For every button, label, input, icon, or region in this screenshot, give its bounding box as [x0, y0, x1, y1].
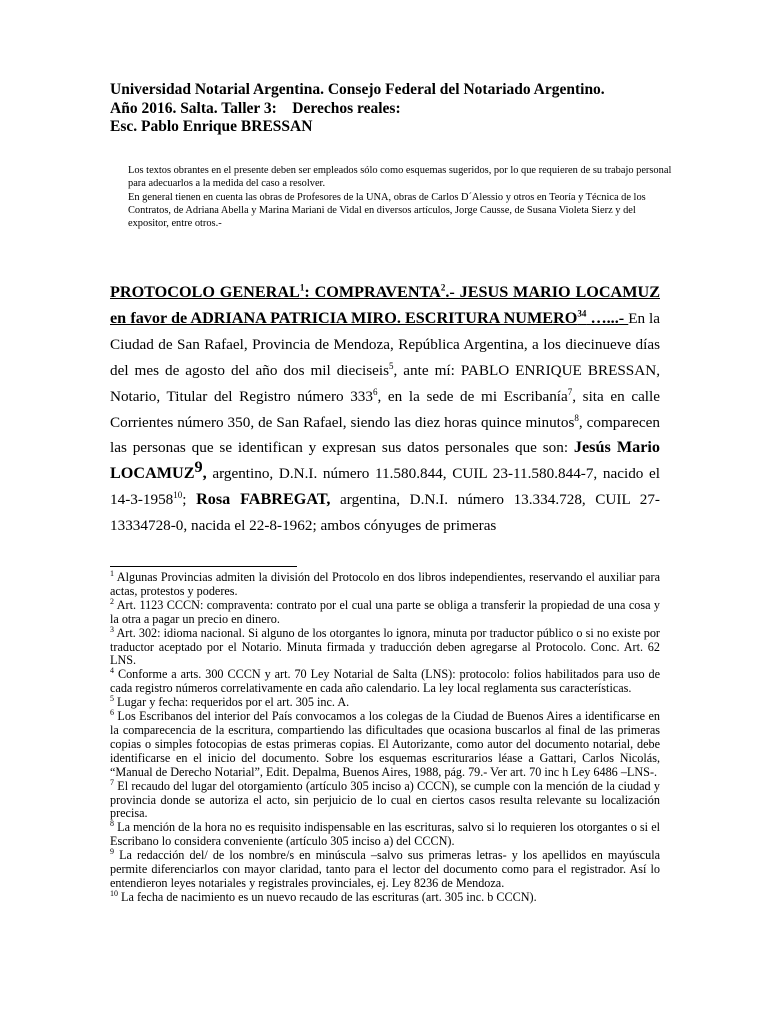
footnote-number: 2 [110, 596, 114, 606]
footnote-text: La redacción del/ de los nombre/s en minúscula –salvo sus primeras letras- y los apellidos en mayúscula permite diferenciarlos con mayor claridad, tanto para el lector del documento como para el registrador. Así lo entendieron leyes notariales y registrales provinciales, ej. Ley 8236 de Mendoza. [110, 848, 660, 890]
document-header [110, 81, 605, 137]
footnote-text: Los Escribanos del interior del País convocamos a los colegas de la Ciudad de Buenos Aires a identificarse en la comparecencia de la escritura, compartiendo las dificultades que ocasiona buscarlos al final de las primeras copias o simples fotocopias de estas primeras copias. El Autorizante, como autor del documento notarial, debe identificarse en el inicio del documento. Sobre los esquemas escriturarios léase a Gattari, Carlos Nicolás, “Manual de Derecho Notarial”, Edit. Depalma, Buenos Aires, 1988, pág. 79.- Ver art. 70 inc h Ley 6486 –LNS-. [110, 709, 660, 779]
footnote [110, 777, 660, 822]
footnote [110, 624, 660, 669]
intro-note-paragraph-1: Los textos obrantes en el presente deben ser empleados sólo como esquemas sugeridos, por lo que requieren de su trabajo personal para adecuarlos a la medida del caso a resolver. [128, 165, 672, 190]
footnote-ref-7[interactable]: 7 [567, 386, 573, 397]
header-line-2: Año 2016. Salta. Taller 3: Derechos reales: [110, 99, 401, 117]
footnote-ref-6[interactable]: 6 [373, 386, 378, 397]
deed-title-part-4: …...- [586, 308, 629, 327]
footnote [110, 849, 660, 891]
deed-title-part-1: PROTOCOLO GENERAL [110, 283, 300, 301]
footnote-text: Algunas Provincias admiten la división del Protocolo en dos libros independientes, reservando el auxiliar para actas, protestos y poderes. [110, 570, 660, 598]
footnote-number: 6 [110, 708, 114, 717]
footnote-separator [110, 566, 297, 567]
deed-text-5: , comparecen las personas que se identifican y expresan sus datos personales que son: [110, 413, 660, 457]
footnote [110, 668, 660, 696]
footnote-number: 4 [110, 666, 114, 676]
footnote-number: 8 [110, 819, 114, 829]
deed-body [110, 280, 660, 539]
party-1-comma: , [202, 464, 207, 483]
footnote-number: 1 [110, 568, 114, 578]
intro-note [128, 164, 676, 230]
footnote-text: Art. 1123 CCCN: compraventa: contrato por el cual una parte se obliga a transferir la propiedad de una cosa y la otra a pagar un precio en dinero. [110, 597, 660, 626]
header-line-1: Universidad Notarial Argentina. Consejo Federal del Notariado Argentino. [110, 81, 605, 98]
deed-text-2: , ante mí: PABLO ENRIQUE BRESSAN, Notario, Titular del Registro número 333 [110, 361, 660, 405]
footnote [110, 888, 660, 905]
deed-text-8: argentina, D.N.I. número 13.334.728, CUIL 27-13334728-0, nacida el 22-8-1962; ambos cónyuges de primeras [110, 491, 660, 535]
footnote-number: 10 [110, 888, 118, 898]
footnote-ref-10[interactable]: 10 [173, 490, 183, 501]
footnote-ref-3-4[interactable]: 34 [577, 308, 587, 319]
footnote-ref-9[interactable]: 9 [194, 458, 203, 477]
footnote [110, 596, 660, 627]
footnote [110, 710, 660, 780]
footnote-text: La fecha de nacimiento es un nuevo recaudo de las escrituras (art. 305 inc. b CCCN). [118, 889, 537, 904]
party-1-name: Jesús Mario LOCAMUZ [110, 438, 660, 483]
deed-text-3: , en la sede de mi Escribanía [377, 387, 568, 405]
party-2-name: Rosa FABREGAT, [196, 490, 331, 509]
deed-text-6: argentino, D.N.I. número 11.580.844, CUIL 23-11.580.844-7, nacido el 14-3-1958 [110, 465, 660, 509]
deed-title-part-3: .- JESUS MARIO LOCAMUZ en favor de ADRIANA PATRICIA MIRO. ESCRITURA NUMERO [110, 283, 660, 327]
footnote-number: 9 [110, 847, 114, 857]
footnote-number: 7 [110, 777, 114, 787]
footnote-ref-5[interactable]: 5 [389, 360, 394, 371]
deed-text-4: , sita en calle Corrientes número 350, de San Rafael, siendo las diez horas quince minutos [110, 387, 660, 431]
deed-text-1: En la Ciudad de San Rafael, Provincia de Mendoza, República Argentina, a los diecinueve días del mes de agosto del año dos mil dieciseis [110, 309, 660, 379]
footnote-text: La mención de la hora no es requisito indispensable en las escrituras, salvo si lo requieren los otorgantes o si el Escribano lo considera conveniente (artículo 305 inciso a) del CCCN). [110, 820, 660, 849]
footnote-text: Art. 302: idioma nacional. Si alguno de los otorgantes lo ignora, minuta por traductor público o si no existe por traductor aceptado por el Notario. Minuta firmada y traducción deben agregarse al Protocolo. Conc. Art. 62 LNS. [110, 625, 660, 668]
footnote [110, 821, 660, 849]
footnote-ref-1[interactable]: 1 [299, 282, 305, 293]
deed-text-7: ; [182, 491, 197, 509]
footnote-ref-8[interactable]: 8 [574, 412, 579, 423]
footnote [110, 568, 660, 599]
header-line-3: Esc. Pablo Enrique BRESSAN [110, 118, 313, 135]
intro-note-paragraph-2: En general tienen en cuenta las obras de Profesores de la UNA, obras de Carlos D´Alessio y otros en Teoría y Técnica de los Contratos, de Adriana Abella y Marina Mariani de Vidal en diversos artículos, Jorge Causse, de Susana Violeta Sierz y del expositor, entre otros.- [128, 191, 646, 230]
footnote-ref-2[interactable]: 2 [440, 282, 446, 293]
footnotes [110, 568, 660, 905]
footnote-number: 3 [110, 624, 114, 634]
deed-paragraph [110, 280, 660, 539]
footnote [110, 696, 660, 710]
footnote-text: El recaudo del lugar del otorgamiento (artículo 305 inciso a) CCCN), se cumple con la mención de la ciudad y provincia donde se autoriza el acto, sin perjuicio de lo cual en ciertos casos resulta relevante su localización precisa. [110, 778, 660, 821]
deed-title [110, 283, 660, 327]
footnote-text: Conforme a arts. 300 CCCN y art. 70 Ley Notarial de Salta (LNS): protocolo: folios habilitados para uso de cada registro números correlativamente en cada año calendario. La ley local reglamenta sus características. [110, 667, 660, 696]
footnote-number: 5 [110, 694, 114, 704]
footnote-text: Lugar y fecha: requeridos por el art. 305 inc. A. [114, 695, 350, 710]
deed-title-part-2: : COMPRAVENTA [304, 283, 441, 301]
